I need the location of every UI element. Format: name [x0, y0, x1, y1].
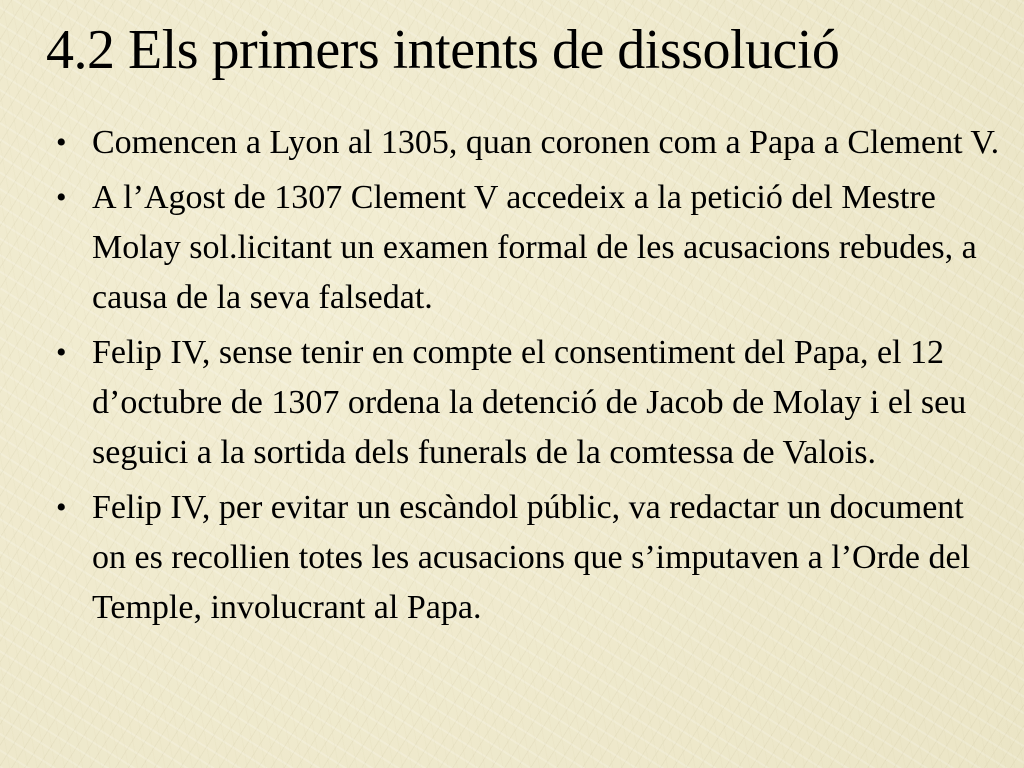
- bullet-marker: •: [56, 181, 67, 214]
- bullet-text: A l’Agost de 1307 Clement V accedeix a la petició del Mestre Molay sol.licitant un examen formal de les acusacions rebudes, a causa de la seva falsedat.: [92, 179, 977, 316]
- bullet-marker: •: [56, 126, 67, 159]
- bullet-text: Comencen a Lyon al 1305, quan coronen com a Papa a Clement V.: [92, 124, 1000, 161]
- bullet-list: [0, 118, 1000, 638]
- bullet-item: [0, 483, 1000, 633]
- bullet-item: [0, 173, 1000, 323]
- bullet-marker: •: [56, 336, 67, 369]
- bullet-marker: •: [56, 491, 67, 524]
- bullet-item: [0, 118, 1000, 168]
- bullet-item: [0, 328, 1000, 478]
- bullet-text: Felip IV, per evitar un escàndol públic, va redactar un document on es recollien totes les acusacions que s’imputaven a l’Orde del Temple, involucrant al Papa.: [92, 489, 971, 626]
- slide-title: 4.2 Els primers intents de dissolució: [46, 19, 840, 81]
- bullet-text: Felip IV, sense tenir en compte el consentiment del Papa, el 12 d’octubre de 1307 ordena la detenció de Jacob de Molay i el seu seguici a la sortida dels funerals de la comtessa de Valois.: [92, 334, 967, 471]
